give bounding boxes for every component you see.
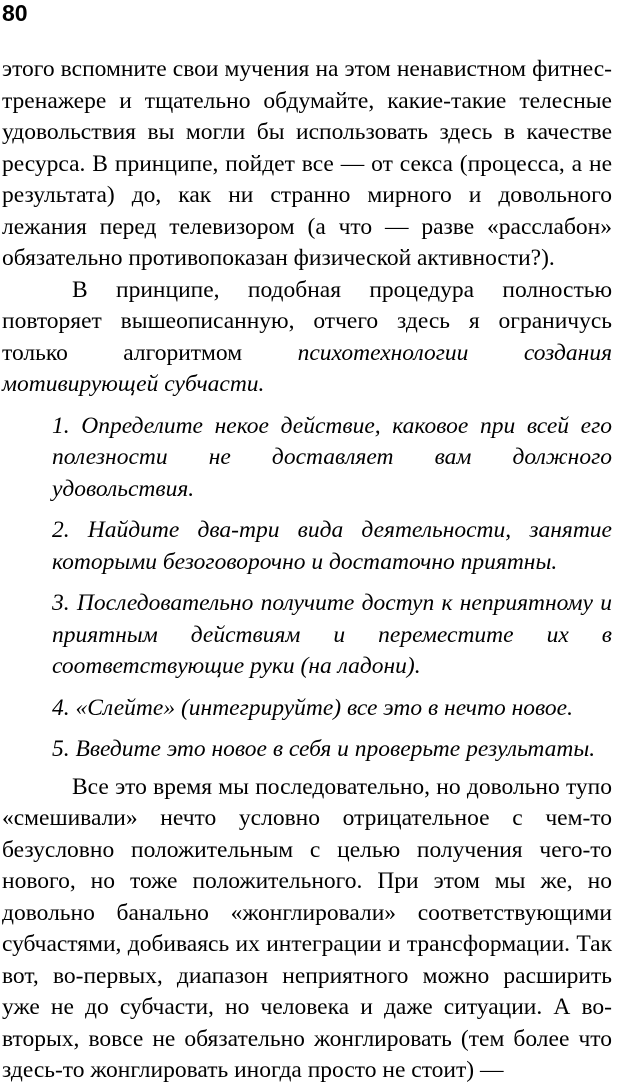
paragraph-2-italic: психотехнологии создания мотивирующей субчасти. [2,339,612,397]
step-2: 2. Найдите два-три вида деятельности, занятие которыми безоговорочно и достаточно приятны. [52,517,612,575]
paragraph-2-text: В принципе, подобная процедура полностью повторяет вышеописанную, отчего здесь я ограничусь только алгоритмом [2,276,612,366]
page-body [2,54,612,1087]
paragraph-2 [2,275,612,401]
step-4: 4. «Слейте» (интегрируйте) все это в нечто новое. [52,694,573,721]
paragraph-3: Все это время мы последовательно, но довольно тупо «смешивали» нечто условно отрицательное с чем-то безусловно положительным с целью получения чего-то нового, но тоже положительного. При этом мы же, но довольно банально «жонглировали» соответствующими субчастями, добиваясь их интеграции и трансформации. Так вот, во-первых, диапазон неприятного можно расширить уже не до субчасти, но человека и даже ситуации. А во-вторых, вовсе не обязательно жонглировать (тем более что здесь-то жонглировать иногда просто не стоит) — [2,773,612,1083]
step-3: 3. Последовательно получите доступ к неприятному и приятным действиям и переместите их в соответствующие руки (на ладони). [52,590,612,679]
step-1: 1. Определите некое действие, каковое при всей его полезности не доставляет вам должного удовольствия. [52,412,612,502]
page-number: 80 [2,0,28,26]
step-5: 5. Введите это новое в себя и проверьте результаты. [52,736,596,762]
paragraph-1: этого вспомните свои мучения на этом ненавистном фитнес-тренажере и тщательно обдумайте, какие-такие телесные удовольствия вы могли бы использовать здесь в качестве ресурса. В принципе, пойдет все — от секса (процесса, а не результата) до, как ни странно мирного и довольного лежания перед телевизором (а что — разве «расслабон» обязательно противопоказан физической активности?). [2,56,612,271]
